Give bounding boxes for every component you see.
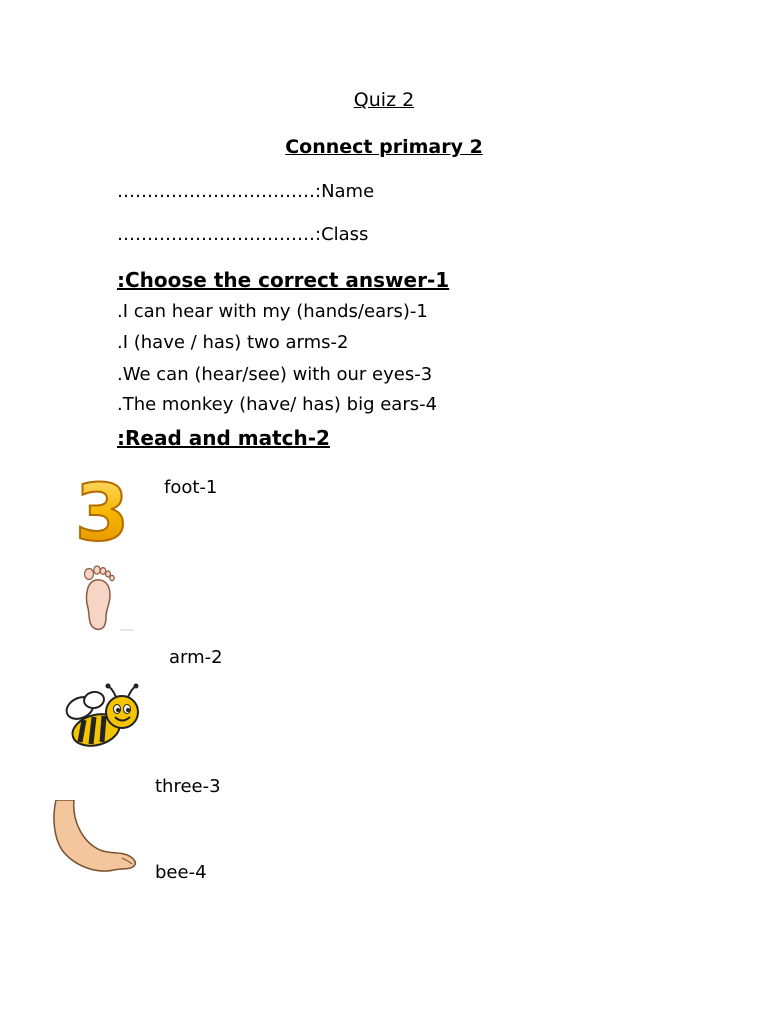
match-word-2: arm-2: [169, 647, 223, 668]
question-1: .I can hear with my (hands/ears)-1: [117, 301, 428, 322]
question-2: .I (have / has) two arms-2: [117, 332, 349, 353]
quiz-title: Quiz 2: [353, 89, 415, 111]
bee-icon: [62, 682, 146, 752]
number-three-icon: [56, 476, 144, 550]
match-word-3: three-3: [155, 776, 221, 797]
question-3: .We can (hear/see) with our eyes-3: [117, 364, 433, 385]
question-4: .The monkey (have/ has) big ears-4: [117, 394, 438, 415]
section2-heading: :Read and match-2: [117, 426, 330, 450]
foot-icon: [66, 562, 136, 632]
name-field: ……………………………:Name: [117, 181, 375, 202]
match-word-4: bee-4: [155, 862, 207, 883]
class-field: ……………………………:Class: [117, 224, 369, 245]
match-word-1: foot-1: [164, 477, 218, 498]
arm-icon: [52, 800, 140, 876]
quiz-subtitle: Connect primary 2: [285, 136, 483, 158]
section1-heading: :Choose the correct answer-1: [117, 268, 450, 292]
svg-text:3: 3: [74, 476, 130, 550]
